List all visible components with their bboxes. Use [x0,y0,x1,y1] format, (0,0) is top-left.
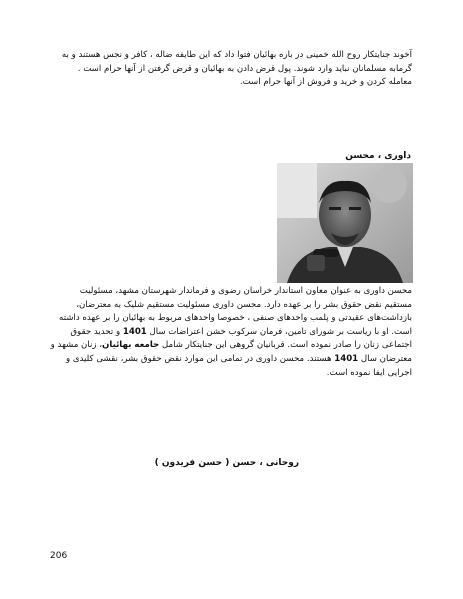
davari-text-part4: هستند. محسن داوری در تمامی این موارد نقض حقوق بشر، نقشی کلیدی و اجرایی ایفا نموده است. [65,353,412,378]
davari-year-1: 1401 [122,326,147,337]
portrait-photo [277,163,413,283]
page-number: 206 [50,551,68,561]
davari-year-2: 1401 [334,353,359,364]
davari-text-part3: ، زنان مشهد و معترضان سال [50,340,412,364]
davari-bold-phrase: جامعه بهائیان [102,340,160,351]
section-heading-rouhani: روحانی ، حسن ( حسن فریدون ) [154,458,299,468]
section-heading-davari: داوری ، محسن [345,151,411,161]
portrait-photo-icon [277,163,413,283]
davari-text-part1: محسن داوری به عنوان معاون استاندار خراسان رضوی و فرماندار شهرستان مشهد، مسئولیت مستقیم نقض حقوق بشر را بر عهده دارد. محسن داوری مسئولیت مستقیم شلیک به معترضان، بازداشت‌های عقیدتی و پلمب واحدهای صنفی ، خصوصا واحدهای مربوط به بهائیان را بر عهده داشته است. او با ریاست بر شورای تامین، فرمان سرکوب خشن اعتراضات سال [59,286,412,337]
intro-paragraph: آخوند جنایتکار روح الله خمینی در باره بهائیان فتوا داد که این طایفه ضاله ، کافر و نجس هستند و به گرمابه مسلمانان نباید وارد شوند. پول قرض دادن به بهائیان و قرض گرفتن از آنها حرام است . معامله کردن و خرید و فروش از آنها حرام است. [61,50,412,88]
davari-text-part2: و تحدید حقوق اجتماعی زنان را صادر نموده است. قربانیان گروهی این جنایتکار شامل [70,326,412,351]
davari-paragraph [50,285,412,380]
